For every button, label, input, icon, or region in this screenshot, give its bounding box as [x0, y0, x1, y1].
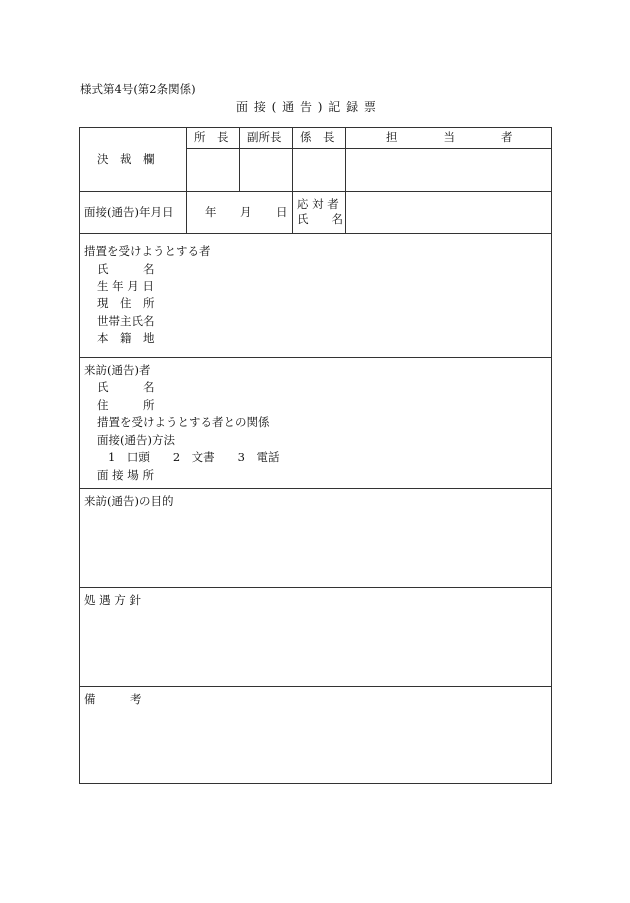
rule-v-approval-4 [345, 127, 346, 233]
approval-director: 所 長 [194, 130, 229, 144]
subject-heading: 措置を受けようとする者 [84, 244, 211, 258]
policy-heading: 処 遇 方 針 [84, 593, 141, 607]
rule-purpose-bottom [79, 587, 552, 588]
interview-year: 年 [205, 205, 217, 219]
responder-label-1: 応 対 者 [297, 197, 339, 211]
subject-birthdate: 生 年 月 日 [97, 279, 154, 293]
approval-person-in-charge: 担 当 者 [386, 130, 513, 144]
rule-v-approval-3 [292, 127, 293, 233]
subject-name: 氏 名 [97, 262, 155, 276]
rule-policy-bottom [79, 686, 552, 687]
rule-approval-header [186, 148, 552, 149]
visitor-methods: 1 口頭 2 文書 3 電話 [108, 450, 280, 464]
form-number: 様式第4号(第2条関係) [80, 82, 196, 96]
visitor-method-label: 面接(通告)方法 [97, 433, 175, 447]
form-title: 面 接 ( 通 告 ) 記 録 票 [236, 100, 377, 114]
approval-deputy-director: 副所長 [247, 130, 282, 144]
visitor-place: 面 接 場 所 [97, 468, 154, 482]
interview-day: 日 [276, 205, 288, 219]
rule-v-approval-2 [239, 127, 240, 191]
rule-date-bottom [79, 233, 552, 234]
rule-visitor-bottom [79, 488, 552, 489]
visitor-relation: 措置を受けようとする者との関係 [97, 415, 270, 429]
purpose-heading: 来訪(通告)の目的 [84, 494, 174, 508]
rule-v-approval-1 [186, 127, 187, 233]
subject-domicile: 本 籍 地 [97, 331, 155, 345]
interview-month: 月 [240, 205, 252, 219]
subject-householder: 世帯主氏名 [97, 314, 155, 328]
remarks-heading: 備 考 [84, 692, 142, 706]
approval-section-chief: 係 長 [300, 130, 335, 144]
rule-approval-bottom [79, 191, 552, 192]
visitor-heading: 来訪(通告)者 [84, 363, 151, 377]
interview-date-label: 面接(通告)年月日 [84, 205, 174, 219]
subject-address: 現 住 所 [97, 296, 155, 310]
approval-label: 決 裁 欄 [97, 152, 155, 166]
visitor-address: 住 所 [97, 398, 155, 412]
responder-label-2: 氏 名 [297, 212, 343, 226]
visitor-name: 氏 名 [97, 380, 155, 394]
rule-subject-bottom [79, 357, 552, 358]
